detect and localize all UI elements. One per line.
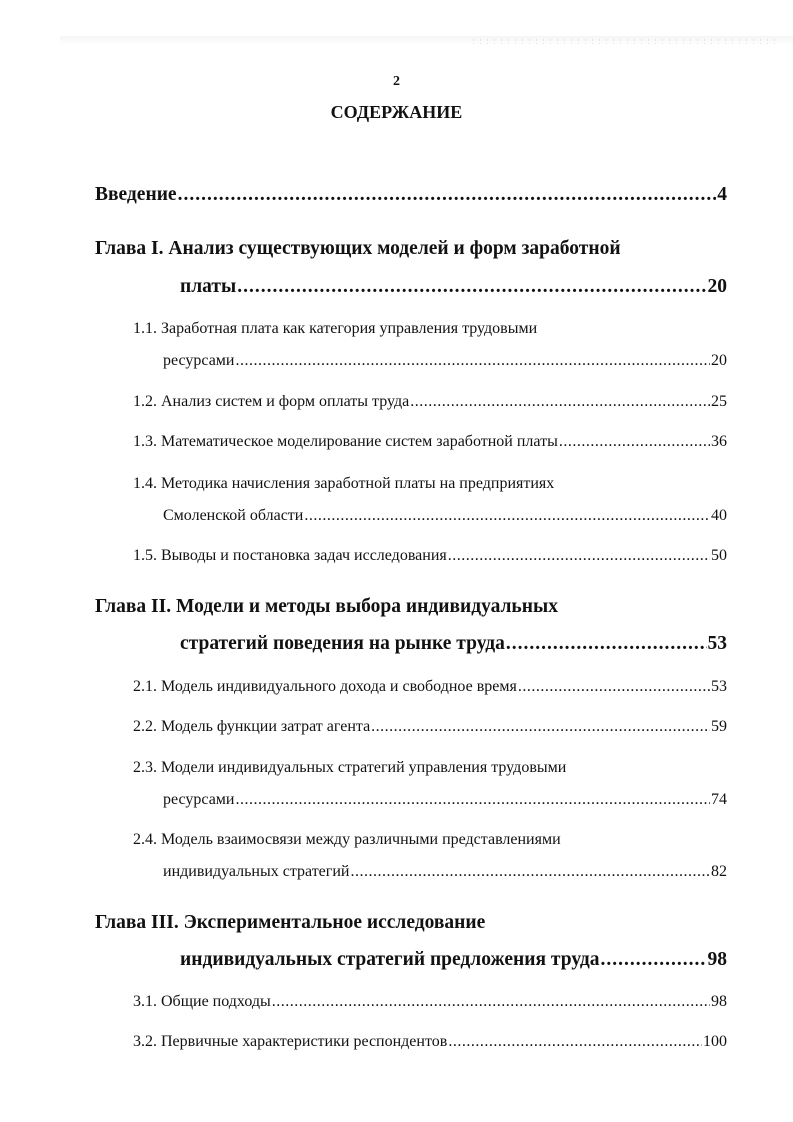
toc-entry-label: 2.2. Модель функции затрат агента: [133, 718, 371, 735]
leader-dots: [235, 791, 710, 809]
leader-dots: [237, 276, 706, 298]
toc-entry-intro[interactable]: [95, 184, 727, 206]
toc-entry-page: 82: [711, 863, 727, 880]
toc-entry-label: 2.1. Модель индивидуального дохода и свободное время: [133, 678, 517, 695]
page-title: СОДЕРЖАНИЕ: [330, 102, 463, 122]
leader-dots: [448, 547, 710, 565]
chapter-1-title-line1[interactable]: Глава I. Анализ существующих моделей и форм заработной: [95, 238, 621, 259]
chapter-3-title-line1[interactable]: Глава III. Экспериментальное исследование: [95, 912, 486, 933]
toc-entry-section-2-1[interactable]: [133, 678, 727, 696]
toc-entry-page: 98: [707, 949, 727, 970]
toc-entry-label: платы: [180, 276, 237, 297]
toc-entry-page: 20: [711, 352, 727, 369]
toc-entry-page: 4: [717, 184, 727, 205]
toc-entry-label: ресурсами: [163, 791, 235, 808]
toc-entry-section-2-4[interactable]: [163, 863, 727, 881]
toc-entry-page: 53: [711, 678, 727, 695]
leader-dots: [178, 184, 717, 206]
toc-entry-page: 59: [711, 718, 727, 735]
leader-dots: [559, 433, 710, 451]
section-2-4-line1[interactable]: 2.4. Модель взаимосвязи между различными представлениями: [133, 831, 561, 848]
toc-entry-page: 100: [703, 1033, 727, 1050]
leader-dots: [410, 393, 710, 411]
toc-entry-chapter-3[interactable]: [180, 949, 727, 971]
page-number: 2: [393, 74, 400, 89]
toc-entry-section-3-2[interactable]: [133, 1033, 727, 1051]
toc-entry-chapter-1[interactable]: [180, 276, 727, 298]
toc-entry-label: 3.2. Первичные характеристики респондентов: [133, 1033, 448, 1050]
toc-entry-section-1-2[interactable]: [133, 393, 727, 411]
leader-dots: [506, 633, 707, 655]
toc-entry-section-1-1[interactable]: [163, 352, 727, 370]
leader-dots: [272, 993, 710, 1011]
toc-entry-page: 25: [711, 393, 727, 410]
scan-noise: [470, 38, 780, 44]
toc-entry-section-2-3[interactable]: [163, 791, 727, 809]
leader-dots: [448, 1033, 702, 1051]
toc-entry-label: 3.1. Общие подходы: [133, 993, 271, 1010]
toc-entry-chapter-2[interactable]: [180, 633, 727, 655]
toc-entry-page: 98: [711, 993, 727, 1010]
section-1-1-line1[interactable]: 1.1. Заработная плата как категория управления трудовыми: [133, 320, 538, 337]
leader-dots: [304, 507, 710, 525]
toc-entry-section-1-4[interactable]: [163, 507, 727, 525]
toc-entry-section-3-1[interactable]: [133, 993, 727, 1011]
toc-entry-label: Введение: [95, 184, 177, 205]
leader-dots: [371, 718, 710, 736]
section-2-3-line1[interactable]: 2.3. Модели индивидуальных стратегий управления трудовыми: [133, 759, 567, 776]
toc-entry-page: 74: [711, 791, 727, 808]
toc-entry-label: индивидуальных стратегий предложения труда: [180, 949, 600, 970]
leader-dots: [518, 678, 710, 696]
toc-entry-page: 36: [711, 433, 727, 450]
toc-entry-page: 20: [707, 276, 727, 297]
toc-entry-section-1-5[interactable]: [133, 547, 727, 565]
toc-entry-label: 1.5. Выводы и постановка задач исследования: [133, 547, 447, 564]
toc-entry-page: 53: [707, 633, 727, 654]
toc-entry-label: 1.3. Математическое моделирование систем заработной платы: [133, 433, 558, 450]
toc-entry-section-1-3[interactable]: [133, 433, 727, 451]
chapter-2-title-line1[interactable]: Глава II. Модели и методы выбора индивидуальных: [95, 596, 558, 617]
leader-dots: [235, 352, 710, 370]
leader-dots: [600, 949, 706, 971]
toc-entry-label: индивидуальных стратегий: [163, 863, 350, 880]
toc-entry-section-2-2[interactable]: [133, 718, 727, 736]
toc-entry-label: ресурсами: [163, 352, 235, 369]
toc-entry-page: 50: [711, 547, 727, 564]
toc-entry-page: 40: [711, 507, 727, 524]
toc-entry-label: Смоленской области: [163, 507, 304, 524]
section-1-4-line1[interactable]: 1.4. Методика начисления заработной платы на предприятиях: [133, 475, 555, 492]
toc-entry-label: 1.2. Анализ систем и форм оплаты труда: [133, 393, 410, 410]
leader-dots: [350, 863, 710, 881]
toc-entry-label: стратегий поведения на рынке труда: [180, 633, 505, 654]
